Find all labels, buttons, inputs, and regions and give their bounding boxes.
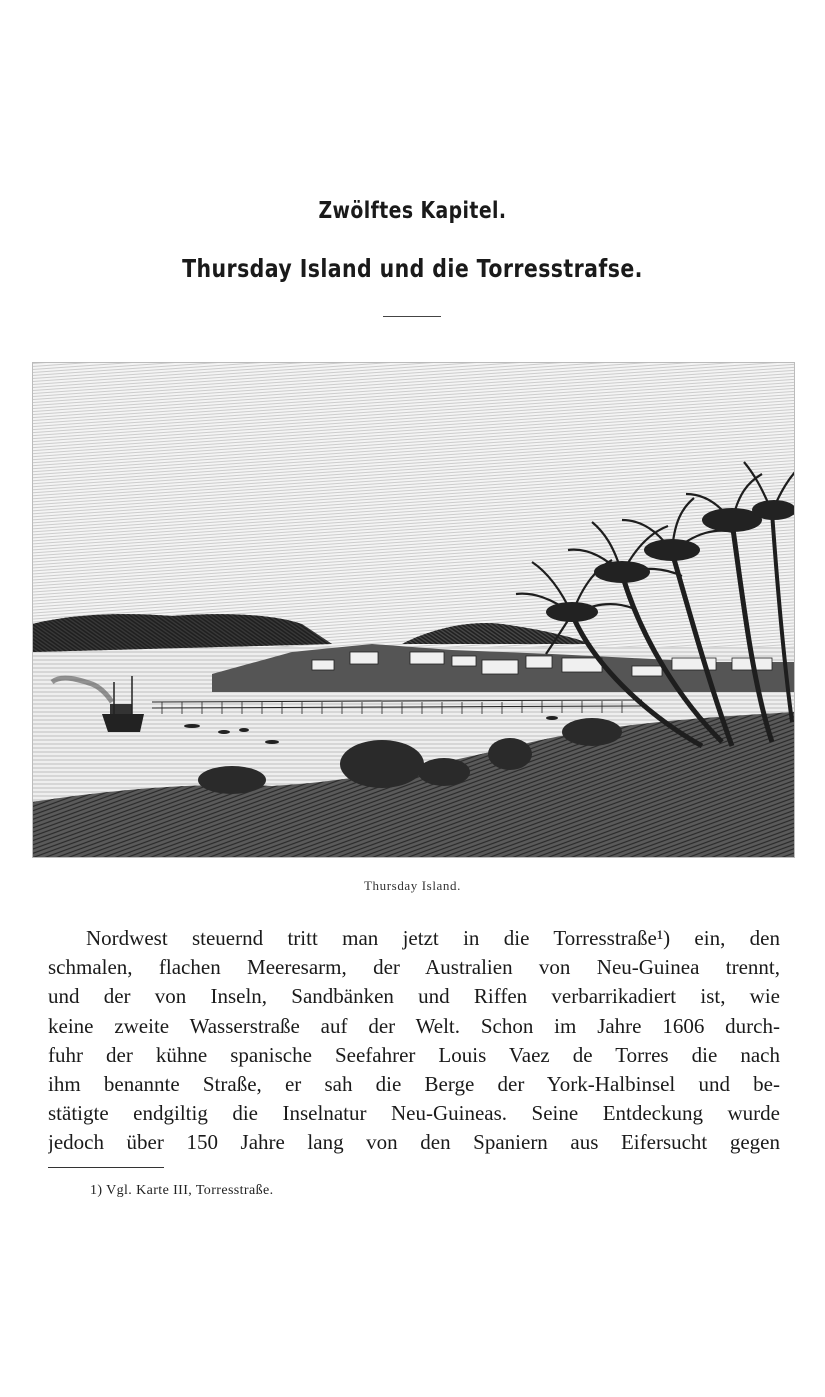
text-line: stätigte endgiltig die Inselnatur Neu-Guineas. Seine Entdeckung wurde bbox=[48, 1101, 780, 1126]
thursday-island-engraving bbox=[32, 362, 795, 858]
text-line: keine zweite Wasserstraße auf der Welt. Schon im Jahre 1606 durch- bbox=[48, 1013, 780, 1038]
figure-caption: Thursday Island. bbox=[364, 878, 461, 893]
text-line: jedoch über 150 Jahre lang von den Spaniern aus Eifersucht gegen bbox=[48, 1130, 780, 1155]
body-paragraph bbox=[48, 924, 780, 1158]
text-line: ihm benannte Straße, er sah die Berge der York-Halbinsel und be- bbox=[48, 1071, 780, 1096]
text-line: schmalen, flachen Meeresarm, der Australien von Neu-Guinea trennt, bbox=[48, 955, 780, 980]
text-line: und der von Inseln, Sandbänken und Riffen verbarrikadiert ist, wie bbox=[48, 984, 780, 1009]
footnote: 1) Vgl. Karte III, Torresstraße. bbox=[90, 1183, 274, 1198]
chapter-title: Thursday Island und die Torresstrafse. bbox=[182, 254, 643, 283]
footnote-divider bbox=[48, 1167, 164, 1168]
chapter-number: Zwölftes Kapitel. bbox=[318, 198, 507, 224]
text-line: Nordwest steuernd tritt man jetzt in die Torresstraße¹) ein, den bbox=[86, 926, 780, 950]
title-divider bbox=[383, 316, 441, 317]
text-line: fuhr der kühne spanische Seefahrer Louis Vaez de Torres die nach bbox=[48, 1042, 780, 1067]
